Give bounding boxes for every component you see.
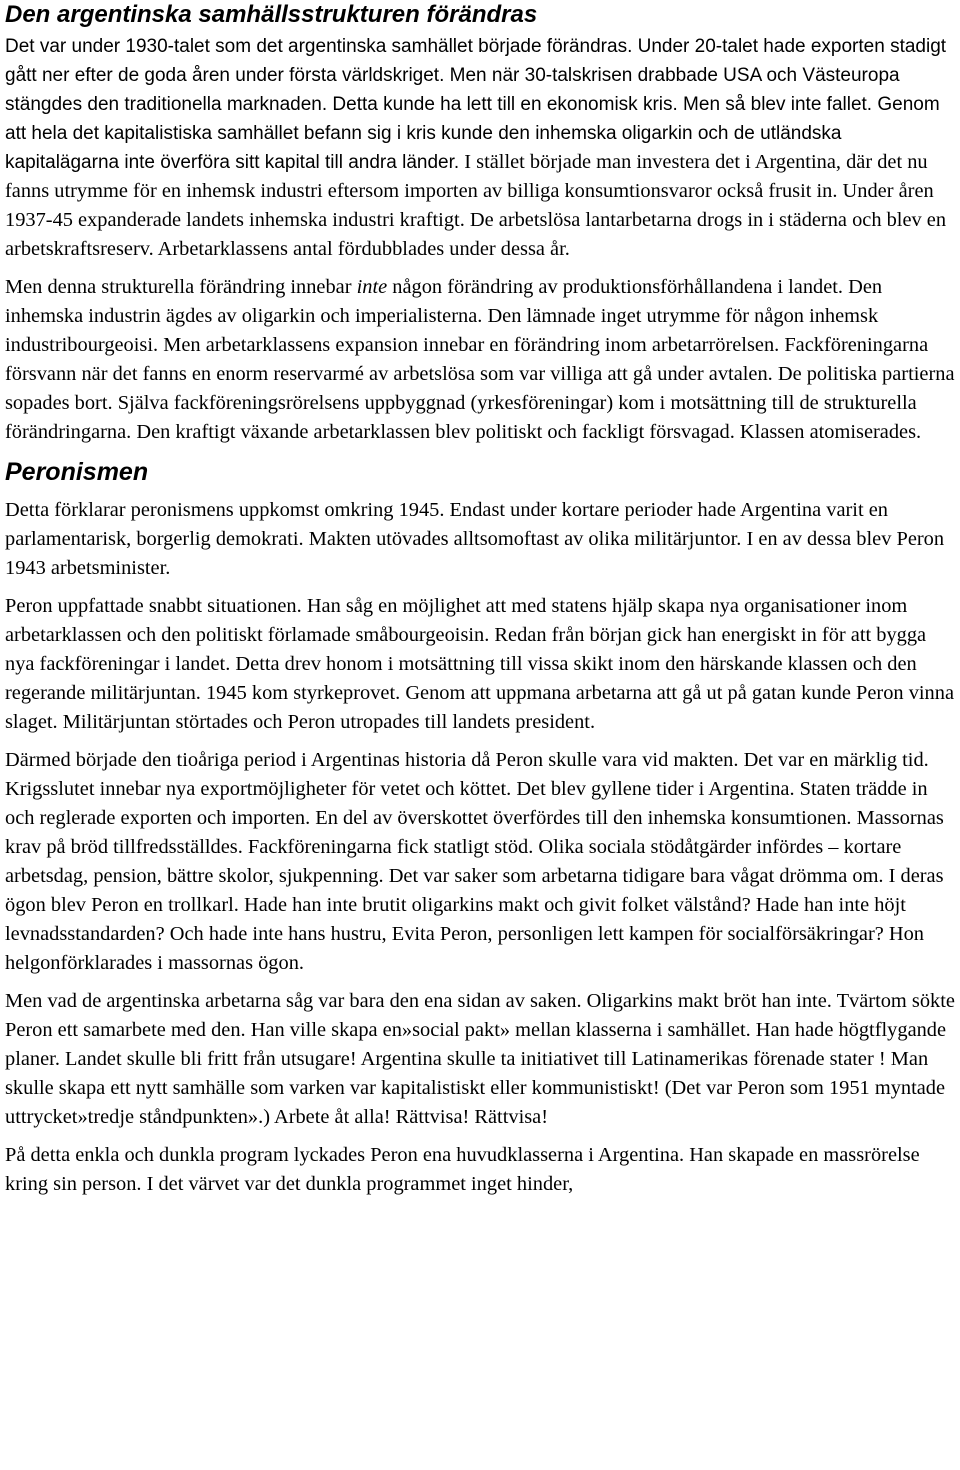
paragraph-1-sans-text: Det var under 1930-talet som det argentinska samhället började förändras. Under 20-talet hade exporten stadigt gått ner efter de goda åren under första världskriget. Men när 30-talskrisen drabbade USA och Västeuropa stängdes den traditionella marknaden. Detta kunde ha lett till en ekonomisk kris. Men så blev inte fallet. Genom att hela det kapitalistiska samhället befann sig i kris kunde den inhemska oligarkin och de utländska kapitalägarna inte överföra sitt kapital till andra länder.	[5, 36, 947, 173]
paragraph-2-text-b: någon förändring av produktionsförhållandena i landet. Den inhemska industrin ägdes av oligarkin och imperialisterna. Den lämnade inget utrymme för någon inhemsk industribourgeoisi. Men arbetarklassens expansion innebar en förändring inom arbetarrörelsen. Fackföreningarna försvann när det fanns en enorm reservarmé av arbetslösa som var villiga att gå under avtalen. De politiska partierna sopades bort. Själva fackföreningsrörelsens uppbyggnad (yrkesföreningar) kom i motsättning till de strukturella förändringarna. Den kraftigt växande arbetarklassen blev politiskt och fackligt försvagad. Klassen atomiserades.	[5, 276, 955, 443]
paragraph-2-text-a: Men denna strukturella förändring innebar	[5, 276, 357, 298]
paragraph-2	[5, 273, 957, 447]
paragraph-6: Men vad de argentinska arbetarna såg var bara den ena sidan av saken. Oligarkins makt bröt han inte. Tvärtom sökte Peron ett samarbete med den. Han ville skapa en»social pakt» mellan klasserna i samhället. Han hade högtflygande planer. Landet skulle bli fritt från utsugare! Argentina skulle ta initiativet till Latinamerikas förenade stater ! Man skulle skapa ett nytt samhälle som varken var kapitalistiskt eller kommunistiskt! (Det var Peron som 1951 myntade uttrycket»tredje ståndpunkten».) Arbete åt alla! Rättvisa! Rättvisa!	[5, 990, 955, 1128]
paragraph-3: Detta förklarar peronismens uppkomst omkring 1945. Endast under kortare perioder hade Argentina varit en parlamentarisk, borgerlig demokrati. Makten utövades alltsomoftast av olika militärjuntor. I en av dessa blev Peron 1943 arbetsminister.	[5, 499, 945, 579]
paragraph-7: På detta enkla och dunkla program lyckades Peron ena huvudklasserna i Argentina. Han skapade en massrörelse kring sin person. I det värvet var det dunkla programmet inget hinder,	[5, 1144, 920, 1195]
document-page	[5, 0, 957, 1208]
paragraph-1-serif-text: I stället började man investera det i Argentina, där det nu fanns utrymme för en inhemsk industri eftersom importen av billiga konsumtionsvaror också frusit in. Under åren 1937-45 expanderade landets inhemska industri kraftigt. De arbetslösa lantarbetarna drogs in i städerna och blev en arbetskraftsreserv. Arbetarklassens antal fördubblades under dessa år.	[5, 151, 947, 260]
paragraph-1	[5, 32, 957, 264]
paragraph-5: Därmed började den tioåriga period i Argentinas historia då Peron skulle vara vid makten. Det var en märklig tid. Krigsslutet innebar nya exportmöjligheter för vetet och köttet. Det blev gyllene tider i Argentina. Staten trädde in och reglerade exporten och importen. En del av överskottet överfördes till den inhemska konsumtionen. Massornas krav på bröd tillfredsställdes. Fackföreningarna fick statligt stöd. Olika sociala stödåtgärder infördes – kortare arbetsdag, pension, bättre skolor, sjukpenning. Det var saker som arbetarna tidigare bara vågat drömma om. I deras ögon blev Peron en trollkarl. Hade han inte brutit oligarkins makt och givit folket välstånd? Hade han inte höjt levnadsstandarden? Och hade inte hans hustru, Evita Peron, personligen lett kampen för socialförsäkringar? Hon helgonförklarades i massornas ögon.	[5, 749, 944, 974]
section-heading-structure: Den argentinska samhällsstrukturen förändras	[5, 1, 538, 28]
section-heading-peronismen: Peronismen	[5, 458, 149, 486]
paragraph-4: Peron uppfattade snabbt situationen. Han såg en möjlighet att med statens hjälp skapa nya organisationer inom arbetarklassen och den politiskt förlamade småbourgeoisin. Redan från början gick han energiskt in för att bygga nya fackföreningar i landet. Detta drev honom i motsättning till vissa skikt inom den härskande klassen och den regerande militärjuntan. 1945 kom styrkeprovet. Genom att uppmana arbetarna att gå ut på gatan kunde Peron vinna slaget. Militärjuntan störtades och Peron utropades till landets president.	[5, 595, 954, 733]
paragraph-2-emphasis: inte	[356, 276, 388, 298]
